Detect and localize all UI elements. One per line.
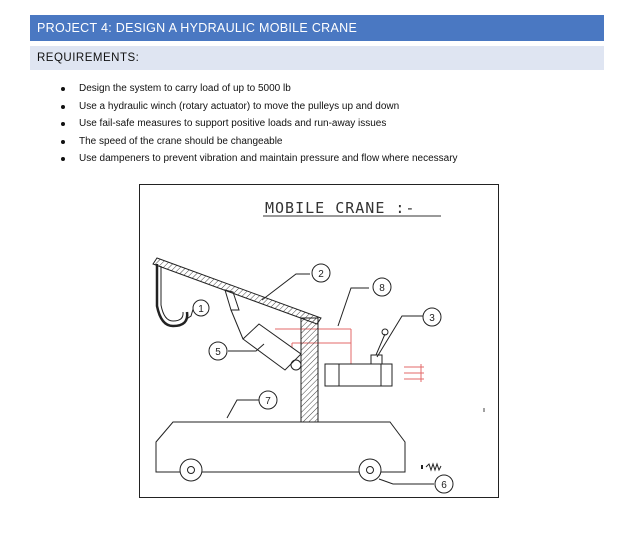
svg-text:2: 2 [318,269,324,280]
svg-text:8: 8 [379,283,385,294]
callout-6 [435,475,453,493]
project-title: PROJECT 4: DESIGN A HYDRAULIC MOBILE CRANE [37,21,358,35]
spring-symbol [426,464,441,470]
crane-drawing-figure [139,184,500,500]
requirement-item: Use dampeners to prevent vibration and maintain pressure and flow where necessary [60,150,458,168]
callout-5 [209,342,227,360]
project-title-banner [30,15,604,41]
requirement-item: Use fail-safe measures to support positive loads and run-away issues [60,115,458,133]
drawing-title: MOBILE CRANE :- [265,199,416,217]
hydraulic-winch [325,329,392,386]
svg-text:5: 5 [215,347,221,358]
svg-text:3: 3 [429,313,435,324]
crane-mast [301,318,318,423]
crane-drawing [139,184,500,500]
requirements-list [60,80,458,168]
requirements-heading: REQUIREMENTS: [37,52,140,64]
callout-3 [423,308,441,326]
callout-8 [373,278,391,296]
requirements-header [30,46,604,70]
requirement-item: Use a hydraulic winch (rotary actuator) to move the pulleys up and down [60,98,458,116]
callout-2 [312,264,330,282]
requirement-item: The speed of the crane should be changeable [60,133,458,151]
rear-wheel [359,459,381,481]
spring-anchor [421,465,423,469]
crane-boom [153,258,321,324]
callout-1 [193,300,209,316]
hydraulic-cylinder [231,310,301,370]
svg-text:1: 1 [198,304,204,315]
requirement-item: Design the system to carry load of up to 5000 lb [60,80,458,98]
svg-text:6: 6 [441,480,447,491]
front-wheel [180,459,202,481]
callout-7 [259,391,277,409]
svg-text:7: 7 [265,396,271,407]
